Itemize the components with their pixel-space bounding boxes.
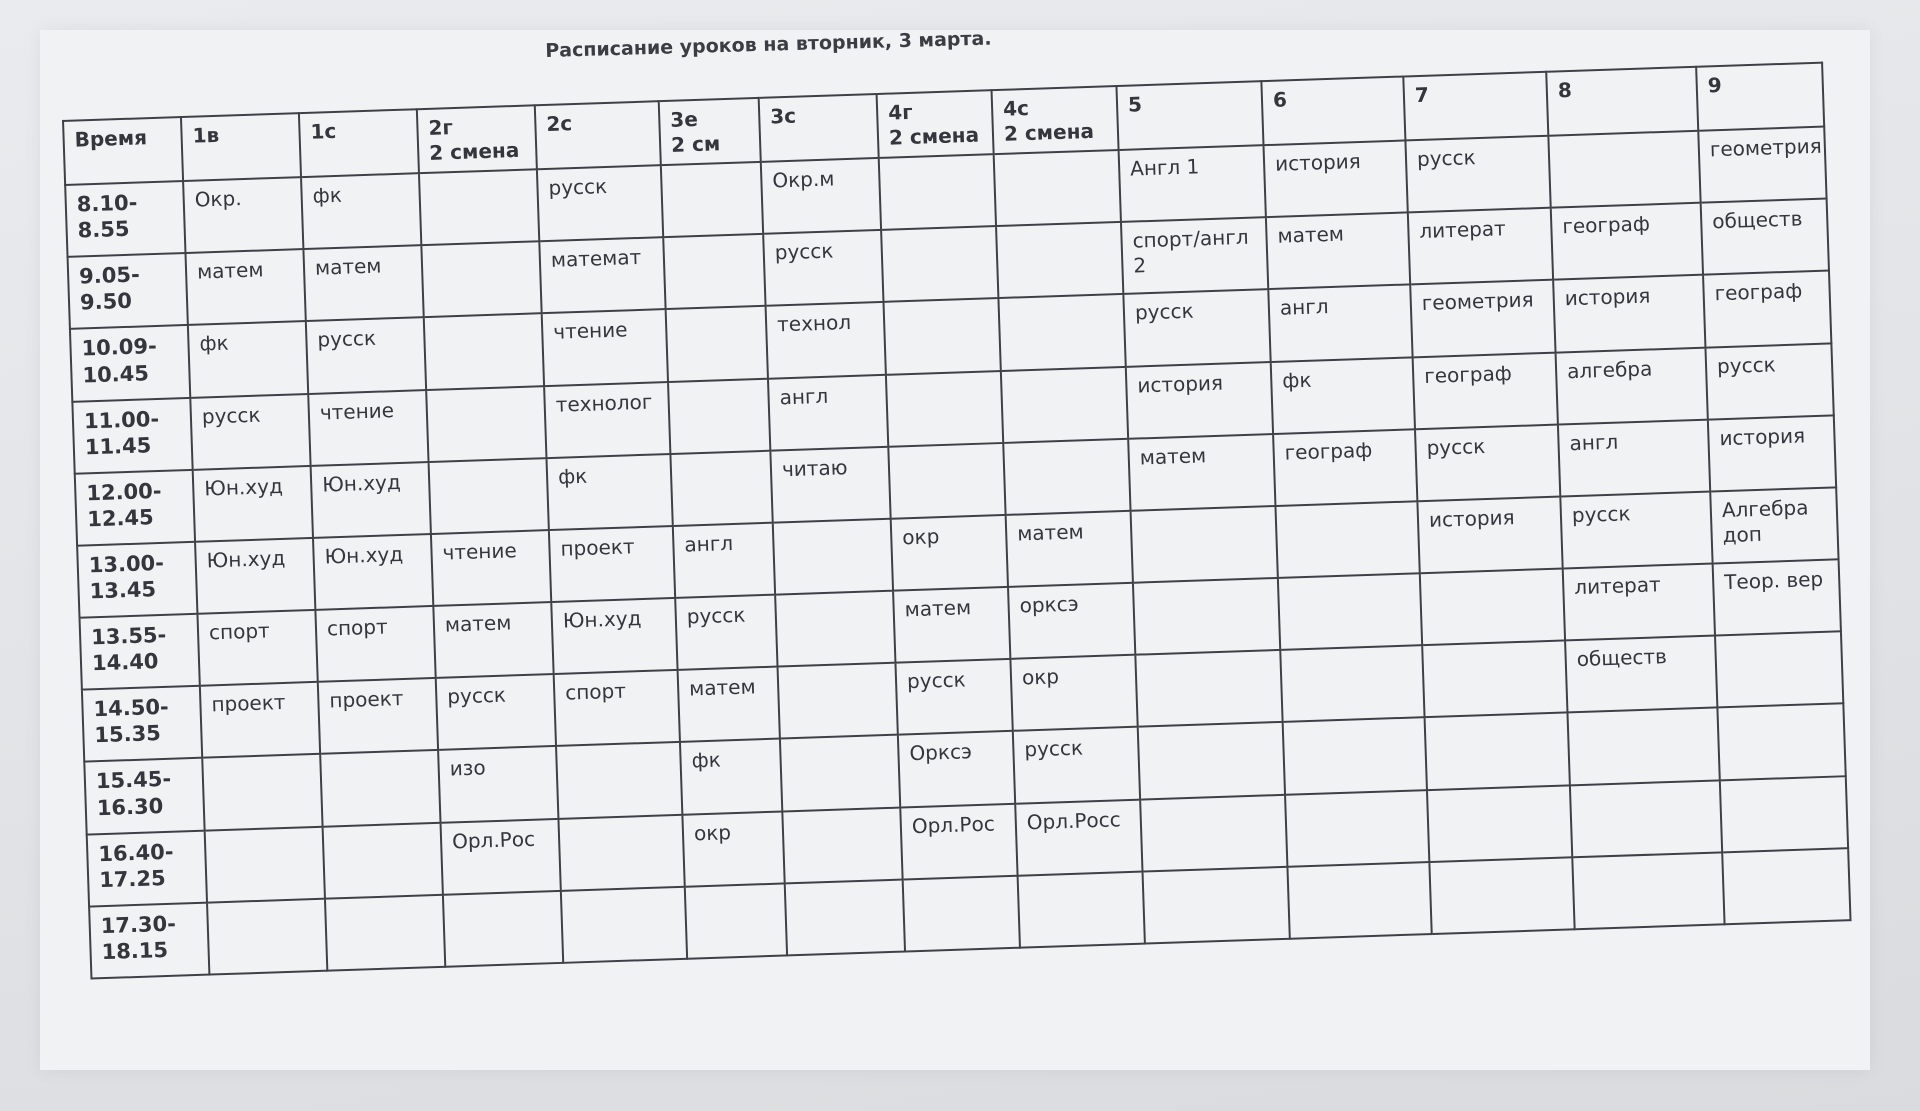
schedule-table-wrapper xyxy=(62,62,1850,980)
lesson-cell xyxy=(782,807,902,883)
lesson-cell xyxy=(421,241,541,317)
lesson-cell: русск xyxy=(436,674,556,750)
time-end: 18.15 xyxy=(101,937,169,965)
lesson-cell: русск xyxy=(1705,343,1833,419)
lesson-cell: русск xyxy=(306,317,426,393)
time-end: 9.50 xyxy=(79,289,133,315)
lesson-cell xyxy=(685,883,787,959)
lesson-cell: история xyxy=(1126,362,1273,439)
lesson-cell: чтение xyxy=(308,390,428,466)
lesson-cell xyxy=(1131,506,1278,583)
time-start: 11.00- xyxy=(83,406,160,433)
header-class xyxy=(1546,67,1698,136)
lesson-cell: история xyxy=(1263,140,1407,217)
lesson-cell: Юн.худ xyxy=(195,538,315,614)
time-end: 17.25 xyxy=(98,865,167,892)
lesson-cell: окр xyxy=(1010,655,1137,731)
lesson-cell: проект xyxy=(549,526,675,602)
time-start: 17.30- xyxy=(100,911,177,938)
lesson-cell: англ xyxy=(768,374,888,450)
lesson-cell: матем xyxy=(185,249,305,325)
lesson-cell xyxy=(556,742,682,818)
header-class xyxy=(181,113,301,181)
lesson-cell: фк xyxy=(1271,357,1415,434)
lesson-cell xyxy=(1420,569,1565,646)
header-class-name: 7 xyxy=(1414,82,1430,108)
header-class xyxy=(1403,72,1548,141)
lesson-cell: русск xyxy=(537,165,663,241)
lesson-cell: Теор. вер xyxy=(1713,559,1841,635)
time-end: 10.45 xyxy=(82,360,150,388)
lesson-cell xyxy=(1572,852,1724,929)
schedule-body xyxy=(65,127,1850,979)
lesson-cell: русск xyxy=(763,230,883,306)
lesson-cell: технол xyxy=(766,302,886,378)
lesson-cell xyxy=(1715,632,1843,708)
lesson-cell: Алгебра доп xyxy=(1710,487,1838,563)
lesson-cell: фк xyxy=(188,321,308,397)
lesson-cell: матем xyxy=(678,667,780,742)
lesson-cell: чтение xyxy=(542,309,668,385)
lesson-cell xyxy=(1722,848,1850,924)
time-cell xyxy=(80,614,200,690)
lesson-cell xyxy=(785,879,905,955)
lesson-cell: фк xyxy=(680,739,782,814)
lesson-cell xyxy=(1278,573,1422,650)
lesson-cell xyxy=(888,443,1005,519)
time-end: 8.55 xyxy=(77,217,130,243)
lesson-cell: русск xyxy=(1013,727,1140,803)
schedule-table xyxy=(62,62,1852,980)
header-shift-note: 2 смена xyxy=(1003,118,1095,146)
lesson-cell: спорт xyxy=(197,610,317,686)
time-cell xyxy=(82,686,202,762)
lesson-cell xyxy=(886,371,1003,447)
lesson-cell: матем xyxy=(1266,213,1410,290)
lesson-cell: Окр.м xyxy=(761,158,881,234)
header-class-name: 6 xyxy=(1272,87,1288,112)
lesson-cell xyxy=(320,750,440,826)
lesson-cell xyxy=(1285,790,1429,867)
lesson-cell: матем xyxy=(303,245,423,321)
lesson-cell xyxy=(1135,650,1282,727)
lesson-cell xyxy=(1280,645,1424,722)
lesson-cell xyxy=(780,735,900,811)
lesson-cell: технолог xyxy=(544,382,670,458)
lesson-cell xyxy=(778,663,898,739)
lesson-cell: Орксэ xyxy=(898,731,1015,807)
header-class-name: 1с xyxy=(310,118,337,144)
time-cell xyxy=(77,542,197,618)
lesson-cell xyxy=(426,386,546,462)
header-class xyxy=(1261,77,1405,146)
lesson-cell: англ xyxy=(1268,285,1412,362)
lesson-cell xyxy=(323,822,443,898)
lesson-cell xyxy=(202,754,322,830)
header-class-name: 4г xyxy=(887,99,913,125)
time-end: 13.45 xyxy=(89,577,157,604)
time-cell xyxy=(72,397,192,473)
lesson-cell: Окр. xyxy=(183,177,303,253)
header-class-name: 3е xyxy=(669,106,699,132)
lesson-cell: проект xyxy=(200,682,320,758)
time-cell xyxy=(68,253,188,329)
time-cell xyxy=(65,181,185,257)
header-class-name: 2с xyxy=(545,111,573,136)
lesson-cell xyxy=(1422,641,1567,718)
lesson-cell xyxy=(1140,794,1287,871)
lesson-cell: Юн.худ xyxy=(311,462,431,538)
lesson-cell xyxy=(663,234,765,309)
lesson-cell: матем xyxy=(1128,434,1275,511)
lesson-cell xyxy=(1425,713,1570,790)
header-shift-note: 2 смена xyxy=(428,137,520,165)
header-class-name: 8 xyxy=(1557,77,1573,103)
lesson-cell xyxy=(561,886,687,962)
lesson-cell: проект xyxy=(318,678,438,754)
lesson-cell: географ xyxy=(1703,271,1831,347)
time-start: 13.00- xyxy=(88,550,165,578)
lesson-cell: Юн.худ xyxy=(551,598,677,674)
lesson-cell xyxy=(207,898,327,974)
lesson-cell xyxy=(775,591,895,667)
lesson-cell: Юн.худ xyxy=(193,466,313,542)
lesson-cell xyxy=(205,826,325,902)
lesson-cell: матем xyxy=(1006,511,1133,587)
header-class xyxy=(877,90,994,158)
header-class-name: 5 xyxy=(1127,92,1143,117)
lesson-cell xyxy=(1717,704,1845,780)
lesson-cell xyxy=(419,169,539,245)
lesson-cell xyxy=(1133,578,1280,655)
time-start: 10.09- xyxy=(81,334,158,361)
header-class xyxy=(659,98,761,165)
header-class xyxy=(1696,63,1824,131)
time-cell xyxy=(89,902,209,978)
header-class-name: 1в xyxy=(192,122,220,148)
lesson-cell xyxy=(1429,857,1574,934)
header-class xyxy=(535,101,661,169)
lesson-cell: географ xyxy=(1413,352,1558,429)
lesson-cell: русск xyxy=(190,394,310,470)
lesson-cell: матем xyxy=(433,602,553,678)
time-start: 16.40- xyxy=(97,839,174,866)
lesson-cell: фк xyxy=(301,173,421,249)
time-cell xyxy=(70,325,190,401)
lesson-cell: история xyxy=(1708,415,1836,491)
lesson-cell: окр xyxy=(682,811,784,886)
header-class-name: 2г xyxy=(428,115,454,140)
time-end: 16.30 xyxy=(96,793,164,820)
lesson-cell xyxy=(1287,862,1431,939)
lesson-cell: чтение xyxy=(431,530,551,606)
lesson-cell: история xyxy=(1553,275,1705,352)
lesson-cell: спорт xyxy=(315,606,435,682)
lesson-cell: Орл.Рос xyxy=(440,818,560,894)
header-class xyxy=(1116,81,1263,150)
lesson-cell: англ xyxy=(673,523,775,598)
lesson-cell: орксэ xyxy=(1008,583,1135,659)
lesson-cell: обществ xyxy=(1565,636,1717,713)
lesson-cell xyxy=(1003,439,1130,515)
lesson-cell: литерат xyxy=(1408,208,1553,285)
lesson-cell xyxy=(666,306,768,381)
lesson-cell: история xyxy=(1417,496,1562,573)
lesson-cell xyxy=(424,314,544,390)
lesson-cell: матем xyxy=(893,587,1010,663)
lesson-cell: Орл.Росс xyxy=(1015,799,1142,875)
page-title: Расписание уроков на вторник, 3 марта. xyxy=(545,27,992,62)
header-class-name: 4с xyxy=(1002,95,1030,121)
header-shift-note: 2 смена xyxy=(888,122,980,150)
lesson-cell xyxy=(1570,780,1722,857)
lesson-cell xyxy=(429,458,549,534)
lesson-cell: географ xyxy=(1273,429,1417,506)
time-start: 13.55- xyxy=(90,622,167,650)
lesson-cell xyxy=(668,378,770,453)
lesson-cell xyxy=(1427,785,1572,862)
time-end: 14.40 xyxy=(91,649,159,676)
lesson-cell: русск xyxy=(1415,424,1560,501)
header-class xyxy=(417,105,537,173)
header-class xyxy=(992,86,1119,154)
lesson-cell xyxy=(325,895,445,971)
lesson-cell: алгебра xyxy=(1556,347,1708,424)
lesson-cell: геометрия xyxy=(1698,127,1826,203)
time-cell xyxy=(84,758,204,834)
lesson-cell: литерат xyxy=(1563,564,1715,641)
lesson-cell: Орл.Рос xyxy=(900,803,1017,879)
lesson-cell: Англ 1 xyxy=(1119,145,1266,222)
lesson-cell xyxy=(1138,722,1285,799)
lesson-cell xyxy=(1548,131,1700,208)
lesson-cell: Юн.худ xyxy=(313,534,433,610)
lesson-cell: обществ xyxy=(1701,199,1829,275)
lesson-cell xyxy=(1720,776,1848,852)
header-time xyxy=(63,117,183,185)
lesson-cell xyxy=(903,875,1020,951)
lesson-cell: геометрия xyxy=(1410,280,1555,357)
header-class-name: Время xyxy=(74,125,148,152)
time-cell xyxy=(87,830,207,906)
lesson-cell: спорт/англ 2 xyxy=(1121,217,1268,294)
lesson-cell: русск xyxy=(895,659,1012,735)
lesson-cell xyxy=(558,814,684,890)
lesson-cell: фк xyxy=(546,454,672,530)
header-class-name: 9 xyxy=(1707,72,1723,98)
lesson-cell xyxy=(773,519,893,595)
header-shift-note: 2 см xyxy=(670,131,721,157)
lesson-cell xyxy=(1001,366,1128,442)
lesson-cell xyxy=(1283,718,1427,795)
lesson-cell: русск xyxy=(1405,136,1550,213)
lesson-cell xyxy=(670,450,772,525)
time-start: 8.10- xyxy=(76,190,138,217)
lesson-cell xyxy=(1275,501,1419,578)
lesson-cell: читаю xyxy=(770,446,890,522)
time-start: 14.50- xyxy=(93,694,170,722)
lesson-cell xyxy=(661,162,763,237)
lesson-cell xyxy=(998,294,1125,370)
time-cell xyxy=(75,470,195,546)
time-start: 9.05- xyxy=(78,262,141,289)
time-start: 15.45- xyxy=(95,767,172,794)
lesson-cell: географ xyxy=(1551,203,1703,280)
lesson-cell xyxy=(1567,708,1719,785)
lesson-cell: русск xyxy=(1560,491,1712,568)
time-end: 12.45 xyxy=(86,505,155,532)
lesson-cell xyxy=(879,154,996,230)
lesson-cell: англ xyxy=(1558,419,1710,496)
lesson-cell: окр xyxy=(891,515,1008,591)
lesson-cell: изо xyxy=(438,746,558,822)
lesson-cell xyxy=(881,226,998,302)
header-class-name: 3с xyxy=(769,103,797,129)
lesson-cell: спорт xyxy=(554,670,680,746)
time-end: 15.35 xyxy=(94,721,162,748)
lesson-cell xyxy=(996,222,1123,298)
time-end: 11.45 xyxy=(84,432,152,460)
lesson-cell xyxy=(443,891,563,967)
lesson-cell: математ xyxy=(539,237,665,313)
lesson-cell: русск xyxy=(675,595,777,670)
lesson-cell xyxy=(1018,871,1145,947)
header-class xyxy=(299,109,419,177)
lesson-cell: русск xyxy=(1123,289,1270,366)
lesson-cell xyxy=(883,298,1000,374)
header-class xyxy=(759,94,879,162)
time-start: 12.00- xyxy=(85,478,162,506)
lesson-cell xyxy=(1143,867,1290,944)
lesson-cell xyxy=(994,150,1121,226)
